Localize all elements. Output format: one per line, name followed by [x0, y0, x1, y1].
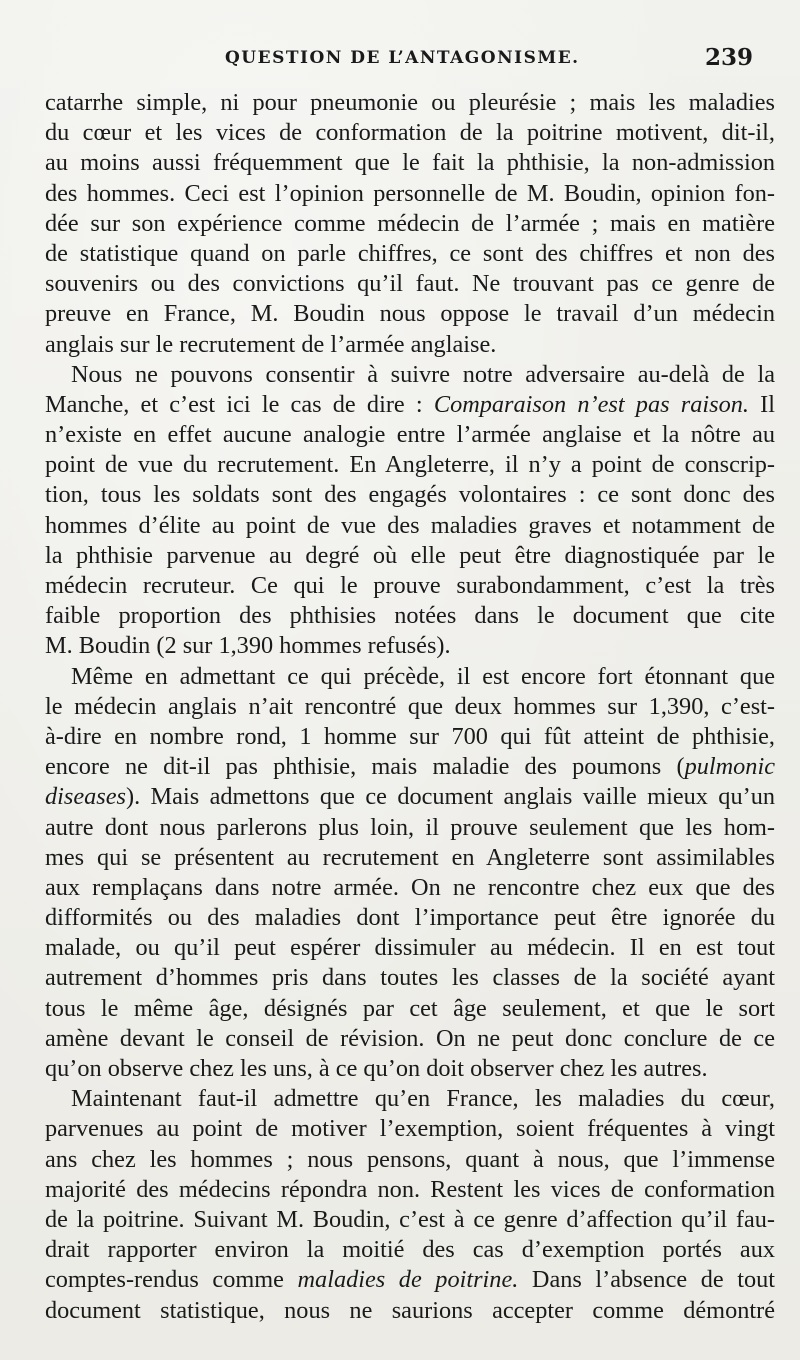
text-line: drait rapporter environ la moitié des cas d’exemption portés aux [45, 1236, 775, 1264]
text-line: autre dont nous parlerons plus loin, il prouve seulement que les hom- [45, 813, 775, 841]
text-line: malade, ou qu’il peut espérer dissimuler au médecin. Il en est tout [45, 934, 775, 962]
text-line: le médecin anglais n’ait rencontré que deux hommes sur 1,390, c’est- [45, 692, 775, 720]
page-number: 239 [705, 44, 754, 71]
text-line: amène devant le conseil de révision. On ne peut donc conclure de ce [45, 1024, 775, 1052]
text-line: tion, tous les soldats sont des engagés volontaires : ce sont donc des [45, 481, 775, 509]
text-line: parvenues au point de motiver l’exemption, soient fréquentes à vingt [45, 1115, 775, 1143]
text-line: au moins aussi fréquemment que le fait la phthisie, la non-admission [45, 149, 775, 177]
text-line: Même en admettant ce qui précède, il est encore fort étonnant que [71, 662, 775, 690]
text-line: autrement d’hommes pris dans toutes les classes de la société ayant [45, 964, 775, 992]
text-line: ans chez les hommes ; nous pensons, quant à nous, que l’immense [45, 1145, 775, 1173]
text-line: à-dire en nombre rond, 1 homme sur 700 qui fût atteint de phthisie, [45, 722, 775, 750]
text-line: difformités ou des maladies dont l’importance peut être ignorée du [45, 904, 775, 932]
page-header [0, 44, 800, 78]
text-line: faible proportion des phthisies notées dans le document que cite [45, 602, 775, 630]
text-line: preuve en France, M. Boudin nous oppose le travail d’un médecin [45, 300, 775, 328]
text-line: point de vue du recrutement. En Angleterre, il n’y a point de conscrip- [45, 451, 775, 479]
text-line-with-italic: comptes-rendus comme maladies de poitrine. Dans l’absence de tout [45, 1266, 776, 1294]
text-line: n’existe en effet aucune analogie entre l’armée anglaise et la nôtre au [45, 421, 775, 449]
italic-phrase: pulmonic [684, 753, 775, 781]
text-line: mes qui se présentent au recrutement en Angleterre sont assimilables [45, 843, 775, 871]
text-line: majorité des médecins répondra non. Restent les vices de conformation [45, 1175, 775, 1203]
text-line: de statistique quand on parle chiffres, ce sont des chiffres et non des [45, 239, 775, 267]
body-text [45, 88, 775, 1326]
italic-phrase: Comparaison n’est pas raison. [433, 390, 749, 418]
text-line: hommes d’élite au point de vue des maladies graves et notamment de [45, 511, 775, 539]
text-line: Maintenant faut-il admettre qu’en France, les maladies du cœur, [71, 1085, 775, 1113]
italic-phrase: diseases [45, 783, 126, 811]
text-line: la phthisie parvenue au degré où elle peut être diagnostiquée par le [45, 541, 775, 569]
text-line: catarrhe simple, ni pour pneumonie ou pleurésie ; mais les maladies [45, 89, 775, 116]
text-line: médecin recruteur. Ce qui le prouve surabondamment, c’est la très [45, 572, 775, 599]
italic-phrase: maladies de poitrine. [297, 1266, 519, 1294]
text-line-with-italic: encore ne dit-il pas phthisie, mais maladie des poumons (pulmonic [45, 753, 775, 781]
text-line: tous le même âge, désignés par cet âge seulement, et que le sort [45, 994, 775, 1022]
text-line: souvenirs ou des convictions qu’il faut. Ne trouvant pas ce genre de [45, 270, 775, 298]
text-line: aux remplaçans dans notre armée. On ne rencontre chez eux que des [45, 873, 775, 901]
text-line: anglais sur le recrutement de l’armée anglaise. [45, 330, 497, 358]
text-line: M. Boudin (2 sur 1,390 hommes refusés). [45, 632, 451, 660]
running-title: QUESTION DE L’ANTAGONISME. [225, 48, 580, 68]
text-line: dée sur son expérience comme médecin de l’armée ; mais en matière [45, 209, 775, 237]
text-line-with-italic: diseases). Mais admettons que ce document anglais vaille mieux qu’un [45, 783, 775, 811]
text-line: Nous ne pouvons consentir à suivre notre adversaire au-delà de la [71, 360, 775, 388]
text-line-with-italic: Manche, et c’est ici le cas de dire : Comparaison n’est pas raison. Il [45, 390, 775, 418]
text-line: de la poitrine. Suivant M. Boudin, c’est à ce genre d’affection qu’il fau- [45, 1205, 775, 1233]
text-line: document statistique, nous ne saurions accepter comme démontré [45, 1296, 775, 1324]
text-line: des hommes. Ceci est l’opinion personnelle de M. Boudin, opinion fon- [45, 179, 775, 207]
text-line: qu’on observe chez les uns, à ce qu’on doit observer chez les autres. [45, 1055, 708, 1082]
text-line: du cœur et les vices de conformation de la poitrine motivent, dit-il, [45, 119, 775, 147]
